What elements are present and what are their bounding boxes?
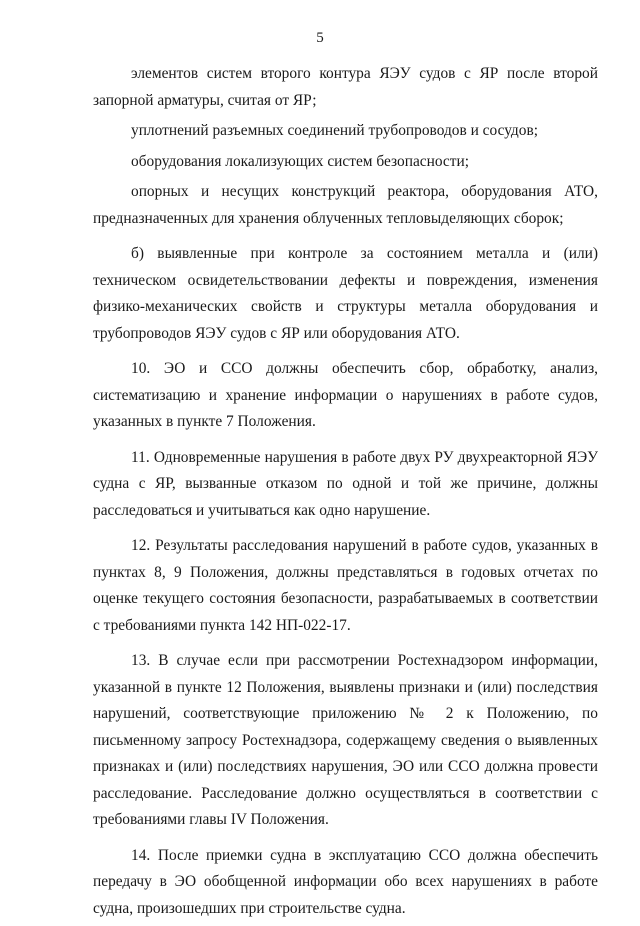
clause-10: 10. ЭО и ССО должны обеспечить сбор, обработку, анализ, систематизацию и хранение информации о нарушениях в работе судов, указанных в пункте 7 Положения. [93, 360, 598, 430]
clause-13: 13. В случае если при рассмотрении Ростехнадзором информации, указанной в пункте 12 Положения, выявлены признаки и (или) последствия нарушений, соответствующие приложению № 2 к Положению, по письменному запросу Ростехнадзора, содержащему сведения о выявленных признаках и (или) последствиях нарушения, ЭО или ССО должна провести расследование. Расследование должно осуществляться в соответствии с требованиями главы IV Положения. [93, 652, 598, 828]
clause-12: 12. Результаты расследования нарушений в работе судов, указанных в пунктах 8, 9 Положения, должны представляться в годовых отчетах по оценке текущего состояния безопасности, разрабатываемых в соответствии с требованиями пункта 142 НП-022-17. [93, 537, 598, 634]
list-item-seals: уплотнений разъемных соединений трубопроводов и сосудов; [131, 122, 539, 139]
document-body [93, 61, 598, 926]
list-item-reactor-structures: опорных и несущих конструкций реактора, оборудования АТО, предназначенных для хранения облученных тепловыделяющих сборок; [93, 183, 598, 227]
page-number: 5 [316, 30, 324, 46]
list-item-localizing-systems: оборудования локализующих систем безопасности; [131, 152, 469, 170]
clause-14: 14. После приемки судна в эксплуатацию ССО должна обеспечить передачу в ЭО обобщенной информации обо всех нарушениях в работе судна, произошедших при строительстве судна. [93, 846, 598, 917]
clause-11: 11. Одновременные нарушения в работе двух РУ двухреакторной ЯЭУ судна с ЯР, вызванные отказом по одной и той же причине, должны расследоваться и учитываться как одно нарушение. [93, 448, 598, 519]
subitem-b-defects: б) выявленные при контроле за состоянием металла и (или) техническом освидетельствовании дефекты и повреждения, изменения физико-механических свойств и структуры металла оборудования и трубопроводов ЯЭУ судов с ЯР или оборудования АТО. [93, 245, 598, 342]
list-item-second-circuit: элементов систем второго контура ЯЭУ судов с ЯР после второй запорной арматуры, считая от ЯР; [93, 65, 598, 109]
